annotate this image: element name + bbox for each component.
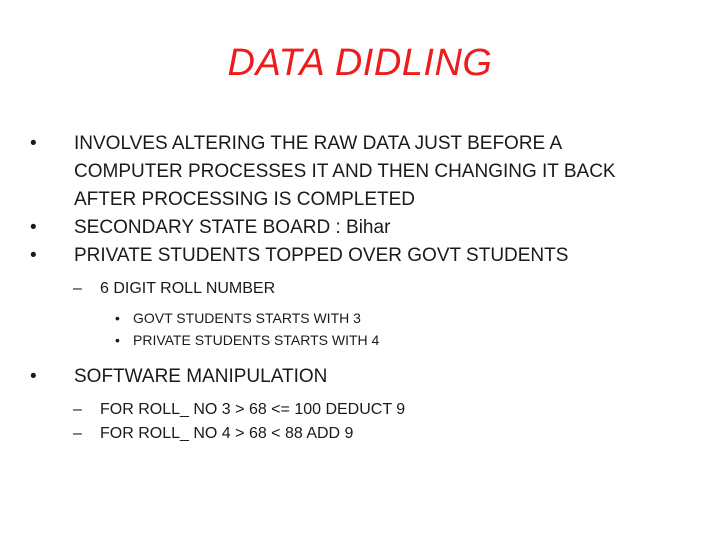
sub-bullet-text: FOR ROLL_ NO 3 > 68 <= 100 DEDUCT 9: [100, 401, 406, 418]
bullet-text-line: AFTER PROCESSING IS COMPLETED: [74, 189, 415, 210]
slide-title: DATA DIDLING: [227, 42, 493, 84]
sub-sub-bullet-text: PRIVATE STUDENTS STARTS WITH 4: [133, 332, 380, 348]
bullet-marker: •: [115, 310, 120, 326]
sub-sub-bullet-govt: [30, 307, 690, 329]
bullet-marker: •: [30, 133, 37, 154]
sub-bullet-text: 6 DIGIT ROLL NUMBER: [100, 280, 276, 297]
dash-marker: –: [73, 425, 82, 442]
sub-bullet-roll-number: [30, 277, 690, 301]
slide-body: [30, 130, 690, 446]
bullet-text-line: COMPUTER PROCESSES IT AND THEN CHANGING IT BACK: [74, 161, 616, 182]
sub-bullet-roll-3-rule: [30, 398, 690, 422]
bullet-item-software-manipulation: [30, 363, 690, 391]
sub-sub-bullet-private: [30, 329, 690, 351]
bullet-item-altering-raw-data: [30, 130, 690, 214]
sub-bullet-text: FOR ROLL_ NO 4 > 68 < 88 ADD 9: [100, 425, 354, 442]
bullet-text-line: SOFTWARE MANIPULATION: [74, 366, 328, 387]
bullet-marker: •: [115, 332, 120, 348]
bullet-text-line: INVOLVES ALTERING THE RAW DATA JUST BEFORE A: [74, 133, 563, 154]
sub-bullet-roll-4-rule: [30, 422, 690, 446]
dash-marker: –: [73, 401, 82, 418]
bullet-text-line: PRIVATE STUDENTS TOPPED OVER GOVT STUDENTS: [74, 245, 569, 266]
sub-sub-bullet-text: GOVT STUDENTS STARTS WITH 3: [133, 310, 361, 326]
bullet-item-private-students: [30, 242, 690, 270]
bullet-marker: •: [30, 217, 37, 238]
dash-marker: –: [73, 280, 82, 297]
bullet-marker: •: [30, 245, 37, 266]
bullet-marker: •: [30, 366, 37, 387]
bullet-text-line: SECONDARY STATE BOARD : Bihar: [74, 217, 391, 238]
bullet-item-secondary-state-board: [30, 214, 690, 242]
